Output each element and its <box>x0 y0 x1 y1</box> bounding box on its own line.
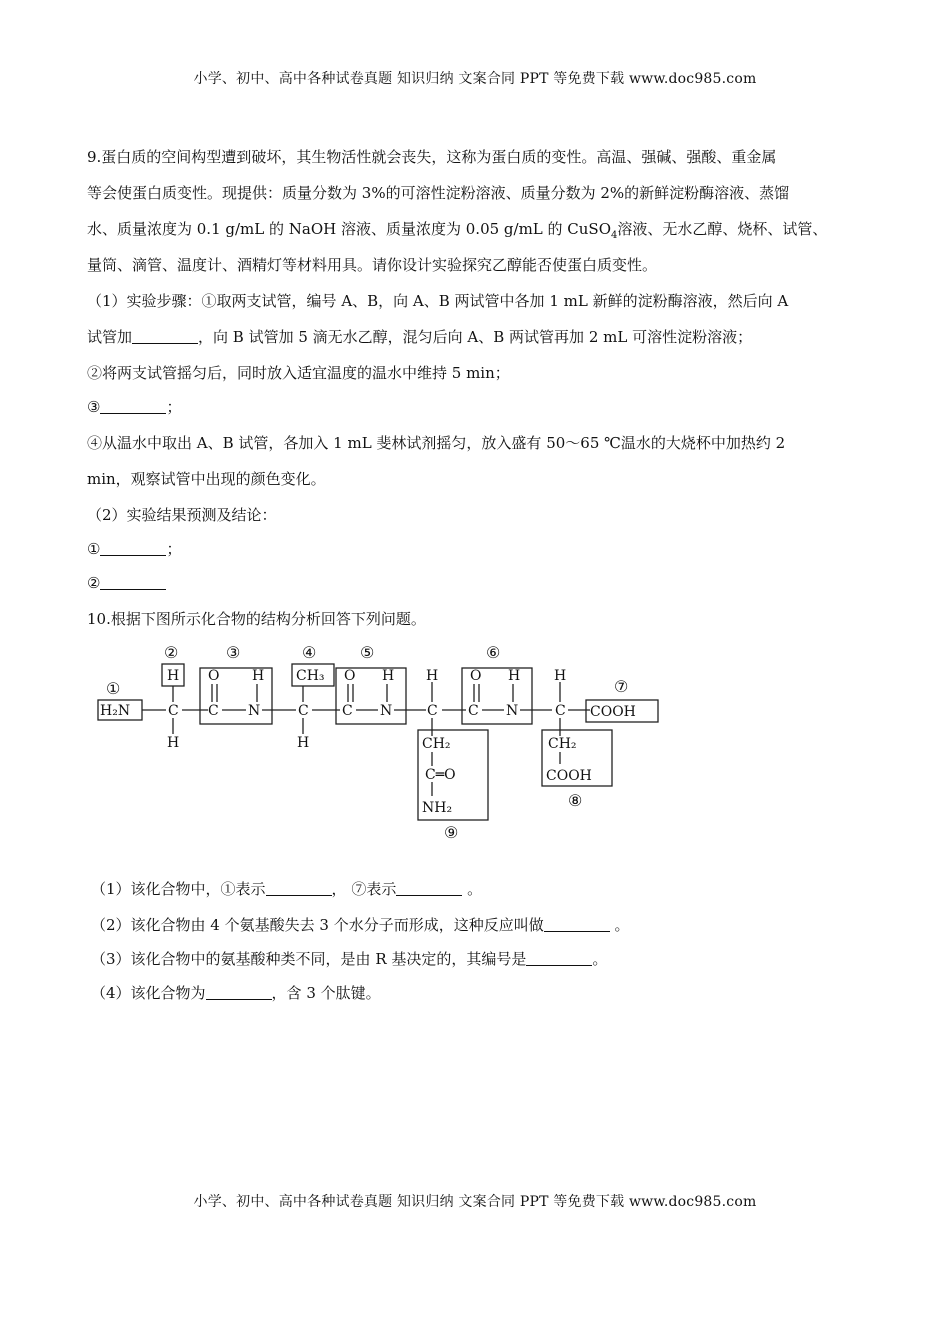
alpha-carbon-3: C <box>427 703 438 719</box>
answer-blank <box>100 541 166 556</box>
q10-sub4: （4）该化合物为 ，含 3 个肽键。 <box>91 984 381 1002</box>
label-3: ③ <box>226 643 241 662</box>
hydrogen: H <box>426 668 439 684</box>
r-group-h: H <box>167 668 180 684</box>
page-header: 小学、初中、高中各种试卷真题 知识归纳 文案合同 PPT 等免费下载 www.doc985.com <box>193 71 757 87</box>
peptide-structure-diagram <box>92 640 672 840</box>
q9-step4-cont: min，观察试管中出现的颜色变化。 <box>87 470 326 488</box>
answer-blank <box>100 575 166 590</box>
label-6: ⑥ <box>486 643 501 662</box>
answer-blank <box>396 881 462 896</box>
r-group-9-co: C═O <box>425 767 456 783</box>
answer-blank <box>544 917 610 932</box>
answer-blank <box>266 881 332 896</box>
answer-blank <box>100 399 166 414</box>
carbonyl-carbon: C <box>468 703 479 719</box>
oxygen: O <box>470 668 482 684</box>
label-7: ⑦ <box>614 677 629 696</box>
q9-line1: 9.蛋白质的空间构型遭到破坏，其生物活性就会丧失，这称为蛋白质的变性。高温、强碱、强酸、重金属 <box>87 148 777 166</box>
hydrogen: H <box>554 668 567 684</box>
q10-sub2: （2）该化合物由 4 个氨基酸失去 3 个水分子而形成，这种反应叫做 。 <box>91 916 630 934</box>
q9-result2: ② <box>87 574 166 592</box>
q10-sub3: （3）该化合物中的氨基酸种类不同，是由 R 基决定的，其编号是 。 <box>91 950 608 968</box>
alpha-carbon-2: C <box>298 703 309 719</box>
carbonyl-carbon: C <box>342 703 353 719</box>
r-group-9-nh2: NH₂ <box>422 800 453 816</box>
carboxyl-group-text: COOH <box>590 704 636 720</box>
r-group-9-ch2: CH₂ <box>422 736 451 752</box>
label-1: ① <box>106 679 121 698</box>
hydrogen: H <box>167 735 180 751</box>
r-group-8-cooh: COOH <box>546 768 592 784</box>
label-4: ④ <box>302 643 317 662</box>
amide-nitrogen: N <box>506 703 519 719</box>
q9-line3: 水、质量浓度为 0.1 g/mL 的 NaOH 溶液、质量浓度为 0.05 g/mL 的 CuSO$_4$溶液、无水乙醇、烧杯、试管、 <box>87 220 828 241</box>
amide-nitrogen: N <box>248 703 261 719</box>
page-footer: 小学、初中、高中各种试卷真题 知识归纳 文案合同 PPT 等免费下载 www.doc985.com <box>193 1194 757 1210</box>
q9-step1: （1）实验步骤：①取两支试管，编号 A、B，向 A、B 两试管中各加 1 mL 新鲜的淀粉酶溶液，然后向 A <box>87 292 789 310</box>
q9-line2: 等会使蛋白质变性。现提供：质量分数为 3%的可溶性淀粉溶液、质量分数为 2%的新鲜淀粉酶溶液、蒸馏 <box>87 184 790 202</box>
amino-group-text: H₂N <box>100 703 131 719</box>
answer-blank <box>206 985 272 1000</box>
q10-sub1: （1）该化合物中，①表示 ， ⑦表示 。 <box>91 880 483 898</box>
hydrogen: H <box>382 668 395 684</box>
oxygen: O <box>208 668 220 684</box>
amide-nitrogen: N <box>380 703 393 719</box>
answer-blank <box>526 951 592 966</box>
alpha-carbon-1: C <box>168 703 179 719</box>
carbonyl-carbon: C <box>208 703 219 719</box>
q9-step3: ③ ； <box>87 398 182 416</box>
r-group-ch3: CH₃ <box>296 668 325 684</box>
answer-blank <box>132 329 198 344</box>
q10-title: 10.根据下图所示化合物的结构分析回答下列问题。 <box>87 610 426 628</box>
hydrogen: H <box>508 668 521 684</box>
label-5: ⑤ <box>360 643 375 662</box>
r-group-8-ch2: CH₂ <box>548 736 577 752</box>
q9-result1: ① ； <box>87 540 182 558</box>
alpha-carbon-4: C <box>555 703 566 719</box>
label-2: ② <box>164 643 179 662</box>
q9-line4: 量筒、滴管、温度计、酒精灯等材料用具。请你设计实验探究乙醇能否使蛋白质变性。 <box>87 256 658 274</box>
q9-result-title: （2）实验结果预测及结论： <box>87 506 277 524</box>
q9-step1-cont: 试管加 ，向 B 试管加 5 滴无水乙醇，混匀后向 A、B 两试管再加 2 mL 可溶性淀粉溶液； <box>87 328 753 346</box>
q9-step2: ②将两支试管摇匀后，同时放入适宜温度的温水中维持 5 min； <box>87 364 510 382</box>
hydrogen: H <box>252 668 265 684</box>
label-9: ⑨ <box>444 823 459 840</box>
oxygen: O <box>344 668 356 684</box>
hydrogen: H <box>297 735 310 751</box>
q9-step4: ④从温水中取出 A、B 试管，各加入 1 mL 斐林试剂摇匀，放入盛有 50～65 ℃温水的大烧杯中加热约 2 <box>87 434 786 452</box>
label-8: ⑧ <box>568 791 583 810</box>
